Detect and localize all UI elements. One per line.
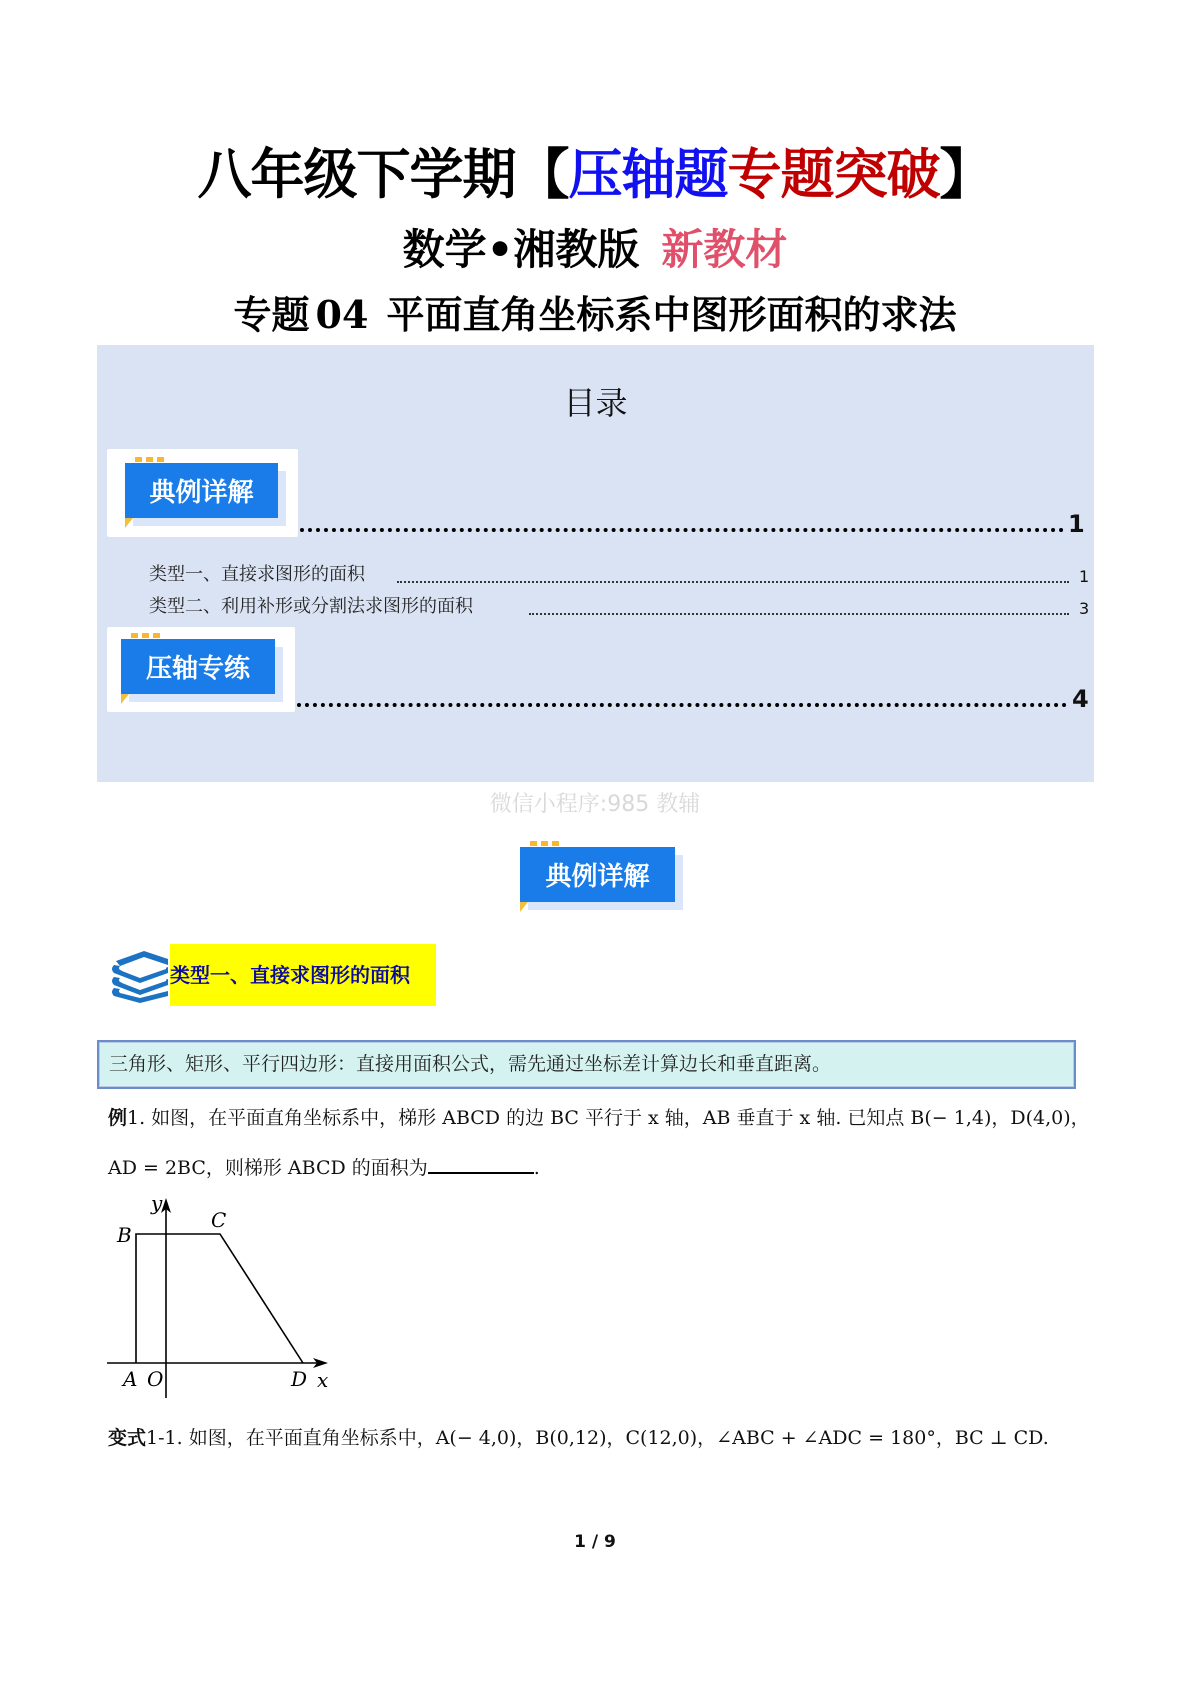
watermark: 微信小程序:985 教辅	[489, 792, 701, 817]
topic-name: 平面直角坐标系中图形面积的求法	[386, 293, 957, 337]
toc-badge-examples[interactable]	[125, 463, 278, 518]
toc-leader-dots	[529, 613, 1069, 615]
toc-badge-practice[interactable]	[121, 639, 275, 694]
example-1-text-2: AD = 2BC，则梯形 ABCD 的面积为	[108, 1157, 428, 1179]
example-label: 例	[108, 1107, 128, 1129]
variant-label: 变式	[108, 1427, 147, 1449]
toc-section-badge-container	[107, 627, 295, 712]
title-close-bracket: 】	[939, 143, 993, 206]
badge-dots-icon	[530, 841, 559, 846]
subtitle-new-textbook: 新教材	[661, 225, 788, 274]
example-1-line2	[108, 1152, 540, 1182]
label-C: C	[211, 1208, 227, 1232]
section-badge-container	[500, 835, 690, 910]
topic-prefix: 专题	[233, 293, 310, 337]
example-1-line1	[108, 1104, 1090, 1132]
title-prefix: 八年级下学期【	[197, 143, 569, 206]
trapezoid-figure	[95, 1180, 365, 1415]
table-of-contents	[97, 345, 1094, 782]
toc-entry-type1[interactable]: 类型一、直接求图形的面积	[149, 564, 365, 585]
document-title	[0, 140, 1190, 210]
label-A: A	[123, 1367, 138, 1391]
label-B: B	[117, 1223, 132, 1247]
toc-section-badge-container	[107, 449, 298, 537]
toc-page-number[interactable]: 1	[1079, 567, 1090, 586]
variant-1-1	[108, 1424, 1049, 1452]
badge-label: 压轴专练	[145, 654, 250, 684]
badge-label: 典例详解	[545, 862, 650, 892]
badge-fold-icon	[125, 518, 133, 528]
type-heading	[110, 944, 436, 1006]
answer-blank[interactable]	[428, 1152, 534, 1174]
title-red-part: 专题突破	[727, 143, 940, 206]
label-D: D	[291, 1367, 308, 1391]
toc-leader-dots	[297, 703, 1067, 707]
variant-text: 1-1. 如图，在平面直角坐标系中，A(− 4,0)，B(0,12)，C(12,0)，∠ABC + ∠ADC = 180°，BC ⊥ CD.	[146, 1427, 1049, 1449]
books-icon	[110, 947, 170, 1003]
badge-dots-icon	[131, 633, 160, 638]
badge-fold-icon	[121, 694, 129, 704]
topic-number: 04	[315, 292, 369, 337]
toc-page-number[interactable]: 1	[1068, 510, 1085, 538]
document-subtitle	[0, 222, 1190, 278]
badge-fold-icon	[520, 902, 528, 912]
toc-page-number[interactable]: 3	[1079, 599, 1090, 618]
subtitle-edition: 数学•湘教版	[402, 225, 640, 274]
label-O: O	[147, 1367, 164, 1391]
badge-dots-icon	[135, 457, 164, 462]
type-heading-label: 类型一、直接求图形的面积	[170, 944, 436, 1006]
label-x: x	[317, 1368, 329, 1392]
topic-title	[0, 290, 1190, 340]
badge-label: 典例详解	[149, 478, 254, 508]
period: .	[533, 1157, 540, 1179]
toc-page-number[interactable]: 4	[1072, 685, 1089, 713]
title-blue-part: 压轴题	[568, 143, 728, 206]
label-y: y	[151, 1191, 163, 1215]
trapezoid-outline	[136, 1234, 303, 1363]
toc-heading: 目录	[563, 384, 628, 422]
toc-entry-type2[interactable]: 类型二、利用补形或分割法求图形的面积	[149, 596, 473, 617]
example-1-text: 1. 如图，在平面直角坐标系中，梯形 ABCD 的边 BC 平行于 x 轴，AB 垂直于 x 轴. 已知点 B(− 1,4)，D(4,0)，	[127, 1107, 1090, 1129]
toc-leader-dots	[300, 528, 1064, 532]
toc-leader-dots	[397, 581, 1069, 583]
section-badge-examples	[520, 847, 675, 902]
page-indicator: 1 / 9	[574, 1532, 616, 1552]
method-callout: 三角形、矩形、平行四边形：直接用面积公式，需先通过坐标差计算边长和垂直距离。	[97, 1040, 1076, 1089]
